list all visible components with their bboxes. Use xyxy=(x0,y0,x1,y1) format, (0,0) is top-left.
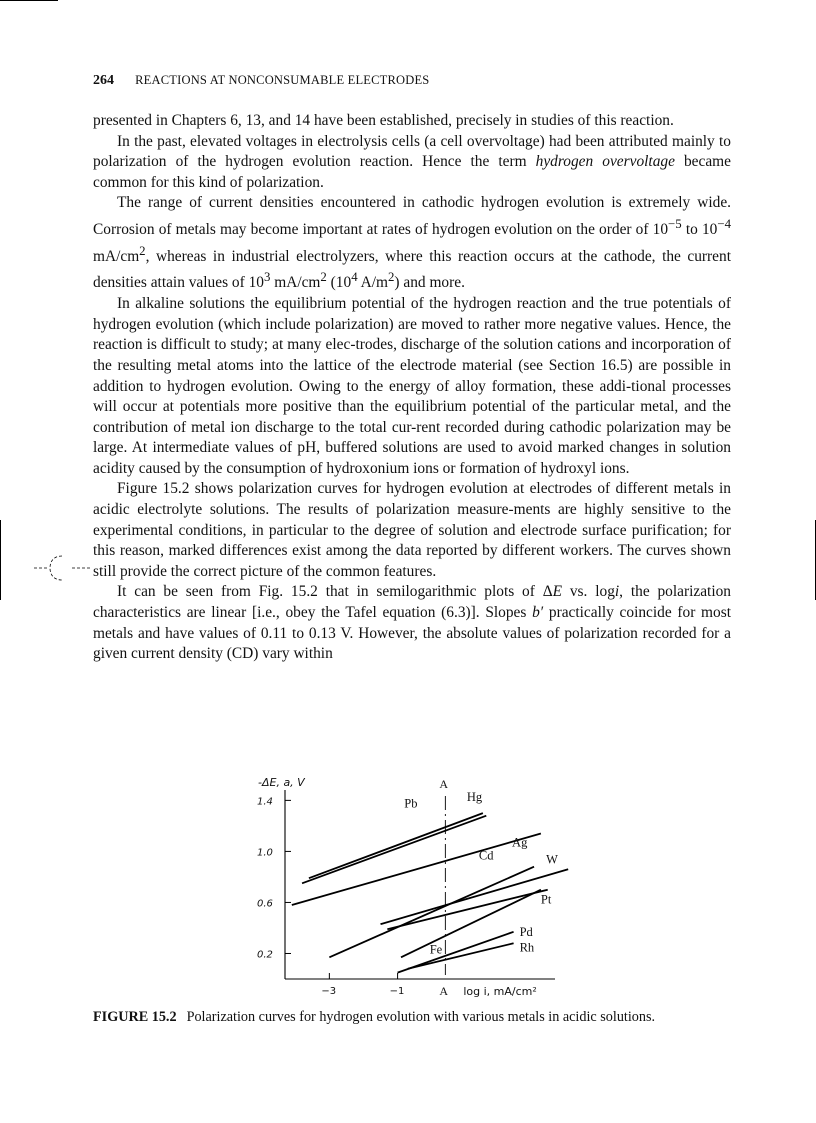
series-label-pd: Pd xyxy=(519,924,533,939)
figure-15-2 xyxy=(250,776,590,1002)
figure-caption xyxy=(93,1008,731,1027)
p3-sup-7: 2 xyxy=(388,270,395,285)
p2-term-emphasis: hydrogen overvoltage xyxy=(535,153,675,171)
p2-text-b: became common for this kind of polarization. xyxy=(93,153,731,191)
series-label-ag: Ag xyxy=(512,835,528,850)
paragraph-4: In alkaline solutions the equilibrium potential of the hydrogen reaction and the true potentials of hydrogen evolution (which include polarization) are moved to rather more negative values. Hence, the reaction is difficult to study; at many elec-trodes, discharge of the solution cations and incorporation of the resulting metal atoms into the lattice of the electrode material (see Section 16.5) are possible in addition to hydrogen evolution. Owing to the energy of alloy formation, these addi-tional processes will occur at potentials more positive than the equilibrium potential of the particular metal, and the contribution of metal ion discharge to the total cur-rent recorded during cathodic polarization may be large. At intermediate values of pH, buffered solutions are used to avoid marked changes in solution acidity caused by the consumption of hydroxonium ions or formation of hydroxyl ions. xyxy=(93,295,731,477)
y-tick-label: 0.6 xyxy=(257,898,273,910)
p6-text-b: vs. log xyxy=(562,583,615,601)
p3-sup-1: −5 xyxy=(668,216,682,231)
running-title: REACTIONS AT NONCONSUMABLE ELECTRODES xyxy=(135,73,430,87)
p3-sup-2: −4 xyxy=(717,216,731,231)
series-line-cd xyxy=(292,834,541,905)
p3-text-e: mA/cm xyxy=(270,274,321,292)
series-line-pb xyxy=(302,816,486,884)
figure-label: FIGURE 15.2 xyxy=(93,1009,177,1025)
p3-text-c: mA/cm xyxy=(93,247,140,265)
y-tick-label: 1.0 xyxy=(257,847,273,859)
series-label-pb: Pb xyxy=(404,796,418,811)
y-tick-label: 0.2 xyxy=(257,949,273,961)
p3-sup-4: 3 xyxy=(263,270,271,285)
series-label-cd: Cd xyxy=(478,848,494,863)
running-header xyxy=(93,73,429,89)
body-text xyxy=(93,111,731,665)
top-rule xyxy=(0,0,58,1)
series-label-fe: Fe xyxy=(429,942,443,957)
p6-text-d: practically coincide for most metals and have values of 0.11 to 0.13 V. However, the absolute values of polarization recorded for a given current density (CD) vary within xyxy=(93,604,731,663)
p3-text-d: , whereas in industrial electrolyzers, where this reaction occurs at the cathode, the current densities attain values of 10 xyxy=(93,247,731,292)
p2-text-a: In the past, elevated voltages in electrolysis cells (a cell overvoltage) had been attributed mainly to polarization of the hydrogen evolution reaction. Hence the term xyxy=(93,132,731,171)
x-axis-label: log i, mA/cm² xyxy=(463,985,537,998)
p3-text-h: ) and more. xyxy=(394,274,465,292)
crop-mark-left xyxy=(0,520,1,600)
series-line-hg xyxy=(309,813,483,878)
paragraph-6 xyxy=(93,582,731,664)
paragraph-2 xyxy=(93,132,731,194)
p3-sup-3: 2 xyxy=(139,243,146,258)
y-tick-label: 1.4 xyxy=(257,796,273,808)
y-axis-label: -ΔE, a, V xyxy=(258,776,305,789)
series-label-rh: Rh xyxy=(519,940,535,955)
paragraph-1: presented in Chapters 6, 13, and 14 have been established, precisely in studies of this reaction. xyxy=(93,112,674,129)
p3-text-b: to 10 xyxy=(681,221,718,239)
p6-text-a: It can be seen from Fig. 15.2 that in semilogarithmic plots of Δ xyxy=(117,583,553,601)
figure-caption-text: Polarization curves for hydrogen evolution with various metals in acidic solutions. xyxy=(186,1009,656,1025)
p6-text-c: , the polarization characteristics are linear [i.e., obey the Tafel equation (6.3)]. Slopes xyxy=(93,583,731,622)
x-tick-label: −3 xyxy=(321,986,337,997)
p3-text-f: (10 xyxy=(326,274,352,292)
page-number: 264 xyxy=(93,73,114,88)
p6-var-bprime: b′ xyxy=(532,604,544,622)
series-label-hg: Hg xyxy=(466,790,483,805)
p6-var-E: E xyxy=(552,583,563,601)
margin-bracket-mark xyxy=(34,553,90,583)
p3-text-g: A/m xyxy=(357,274,388,292)
p3-sup-6: 4 xyxy=(351,270,358,285)
p3-text-a: The range of current densities encountered in cathodic hydrogen evolution is extremely wide. Corrosion of metals may become important at rates of hydrogen evolution on the order of 10 xyxy=(93,194,731,239)
chart-labels xyxy=(404,790,558,957)
paragraph-3 xyxy=(93,193,731,294)
polarization-chart xyxy=(250,776,590,1002)
marker-label-bottom: A xyxy=(439,984,449,998)
series-label-w: W xyxy=(546,852,558,867)
x-tick-label: −1 xyxy=(389,986,405,997)
p3-sup-5: 2 xyxy=(320,270,327,285)
p6-var-i: i xyxy=(614,583,620,601)
series-label-pt: Pt xyxy=(540,892,552,907)
marker-label-top: A xyxy=(439,777,449,791)
paragraph-5: Figure 15.2 shows polarization curves for hydrogen evolution at electrodes of different metals in acidic electrolyte solutions. The results of polarization measure-ments are highly sensitive to the experimental conditions, in particular to the degree of solution and electrode surface purification; for this reason, marked differences exist among the data reported by different workers. The curves shown still provide the correct picture of the common features. xyxy=(93,480,731,580)
